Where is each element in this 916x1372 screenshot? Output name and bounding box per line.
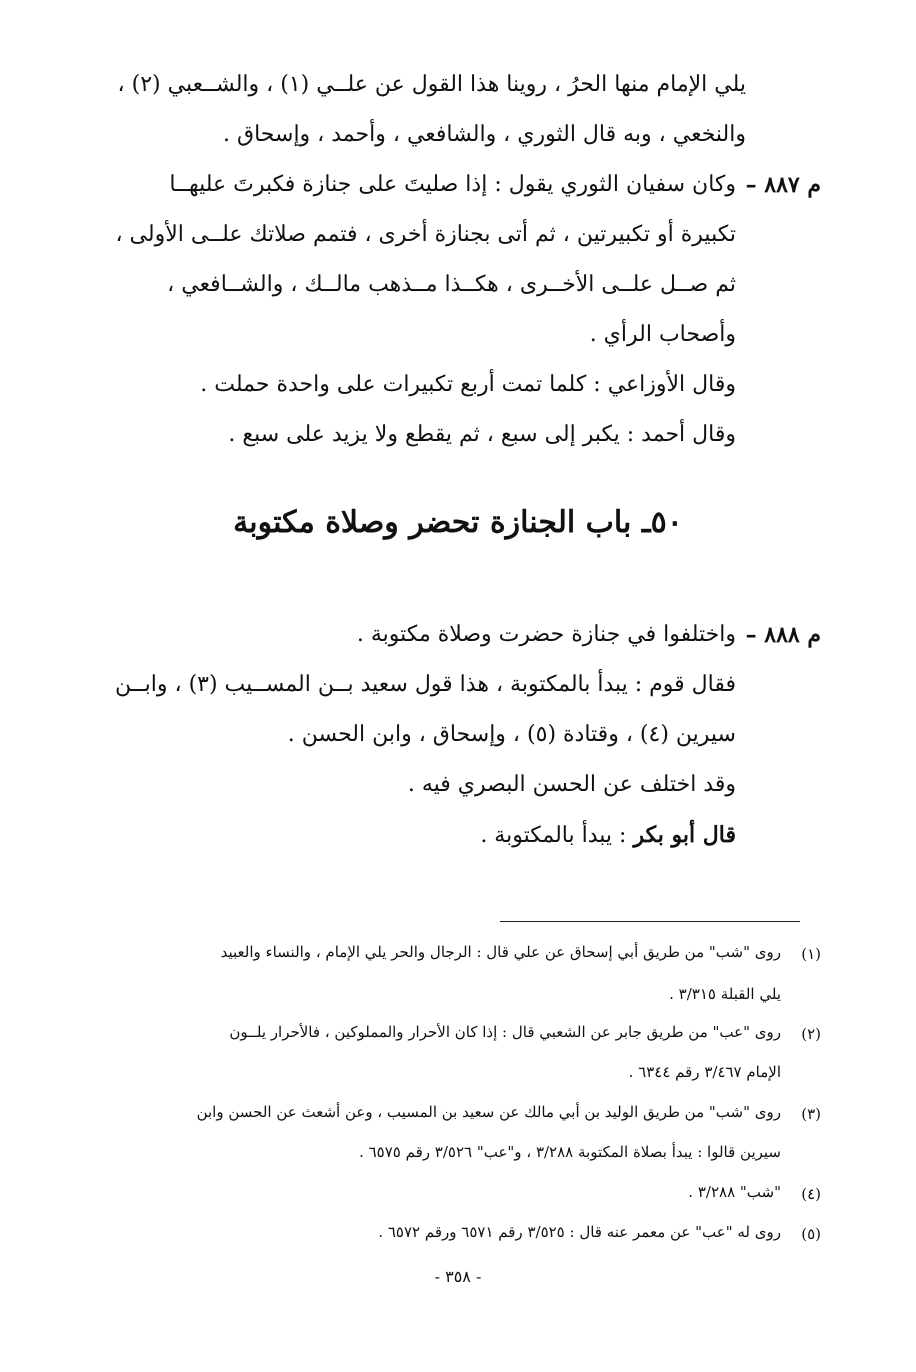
footnote-line: "شب" ٣/٢٨٨ . — [688, 1183, 781, 1201]
body-line: وكان سفيان الثوري يقول : إذا صليتَ على جنازة فكبرتَ عليهــا — [169, 172, 736, 197]
body-line: وأصحاب الرأي . — [589, 322, 736, 347]
body-line: وقال أحمد : يكبر إلى سبع ، ثم يقطع ولا يزيد على سبع . — [228, 422, 736, 447]
body-line: ثم صــل علــى الأخــرى ، هكــذا مــذهب مالــك ، والشــافعي ، — [167, 272, 736, 297]
footnote-line: روى "شب" من طريق أبي إسحاق عن علي قال : الرجال والحر يلي الإمام ، والنساء والعبيد — [220, 943, 781, 961]
body-line: وقد اختلف عن الحسن البصري فيه . — [407, 772, 736, 797]
footnote-number: (٥) — [801, 1225, 821, 1243]
body-line: سيرين (٤) ، وقتادة (٥) ، وإسحاق ، وابن الحسن . — [287, 722, 736, 747]
footnote-line: يلي القبلة ٣/٣١٥ . — [669, 985, 781, 1003]
footnote-number: (٢) — [801, 1025, 821, 1043]
body-line: تكبيرة أو تكبيرتين ، ثم أتى بجنازة أخرى ، فتمم صلاتك علــى الأولى ، — [115, 222, 736, 247]
footnote-line: روى "عب" من طريق جابر عن الشعبي قال : إذا كان الأحرار والمملوكين ، فالأحرار يلــون — [229, 1023, 781, 1041]
footnote-line: روى له "عب" عن معمر عنه قال : ٣/٥٢٥ رقم ٦٥٧١ ورقم ٦٥٧٢ . — [378, 1223, 781, 1241]
body-line: يلي الإمام منها الحرُ ، روينا هذا القول عن علــي (١) ، والشــعبي (٢) ، — [117, 72, 746, 97]
abu-bakr-text: : يبدأ بالمكتوبة . — [480, 823, 627, 848]
body-line: والنخعي ، وبه قال الثوري ، والشافعي ، وأحمد ، وإسحاق . — [223, 122, 746, 147]
footnote-line: الإمام ٣/٤٦٧ رقم ٦٣٤٤ . — [628, 1063, 781, 1081]
footnote-line: روى "شب" من طريق الوليد بن أبي مالك عن سعيد بن المسيب ، وعن أشعث عن الحسن وابن — [196, 1103, 781, 1121]
footnote-number: (١) — [801, 945, 821, 963]
footnote-number: (٣) — [801, 1105, 821, 1123]
footnote-line: سيرين قالوا : يبدأ بصلاة المكتوبة ٣/٢٨٨ ، و"عب" ٣/٥٢٦ رقم ٦٥٧٥ . — [359, 1143, 781, 1161]
abu-bakr-label: قال أبو بكر — [633, 822, 736, 848]
issue-number-888: م ٨٨٨ – — [745, 622, 821, 648]
issue-number-887: م ٨٨٧ – — [745, 172, 821, 198]
body-line — [480, 822, 736, 848]
chapter-heading: ٥٠ـ باب الجنازة تحضر وصلاة مكتوبة — [233, 505, 683, 540]
body-line: وقال الأوزاعي : كلما تمت أربع تكبيرات على واحدة حملت . — [200, 372, 736, 397]
page-number: - ٣٥٨ - — [434, 1267, 482, 1286]
footnote-number: (٤) — [801, 1185, 821, 1203]
footnote-divider — [500, 921, 800, 922]
body-line: واختلفوا في جنازة حضرت وصلاة مكتوبة . — [356, 622, 736, 647]
body-line: فقال قوم : يبدأ بالمكتوبة ، هذا قول سعيد بــن المســيب (٣) ، وابــن — [114, 672, 736, 697]
